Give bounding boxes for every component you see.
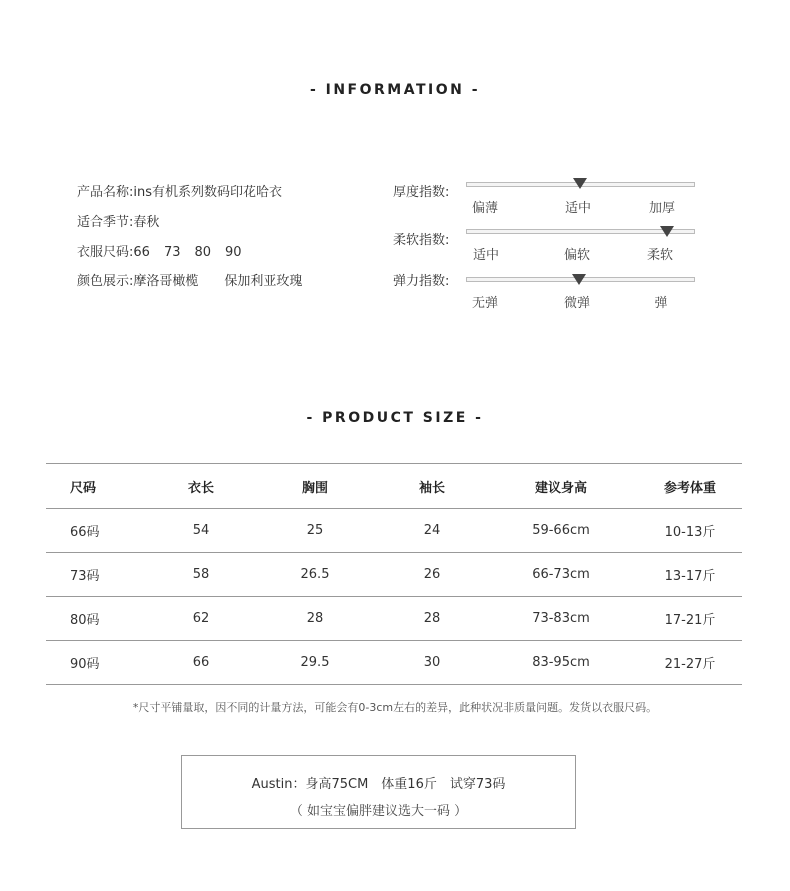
colors-label: 颜色展示:: [77, 274, 134, 289]
cell-sleeve: 28: [380, 597, 484, 641]
product-name-label: 产品名称:: [77, 185, 134, 200]
table-row: [46, 509, 742, 553]
cell-size: 73码: [46, 553, 152, 597]
size-value: 73: [163, 245, 181, 260]
cell-height: 73-83cm: [484, 597, 638, 641]
color-value: 摩洛哥橄榄: [133, 274, 199, 289]
sizes-row: [77, 241, 256, 260]
cell-length: 54: [152, 509, 250, 553]
thickness-index-label: 厚度指数:: [393, 185, 450, 200]
product-name-row: [77, 181, 282, 200]
header-size: 尺码: [46, 464, 152, 509]
thickness-option: 偏薄: [471, 201, 499, 216]
color-value: 保加利亚玫瑰: [224, 274, 303, 289]
elasticity-marker-icon: [572, 274, 586, 285]
cell-chest: 29.5: [250, 641, 380, 685]
size-value: 80: [194, 245, 212, 260]
model-info-line: Austin：身高75CM 体重16斤 试穿73码: [251, 777, 506, 792]
information-title: - INFORMATION -: [309, 82, 481, 98]
model-advice-line: （ 如宝宝偏胖建议选大一码 ）: [289, 804, 468, 819]
header-weight: 参考体重: [638, 464, 742, 509]
size-value: 66: [133, 245, 150, 260]
header-length: 衣长: [152, 464, 250, 509]
cell-weight: 21-27斤: [638, 641, 742, 685]
sizes-label: 衣服尺码:: [77, 245, 134, 260]
softness-marker-icon: [660, 226, 674, 237]
cell-size: 90码: [46, 641, 152, 685]
size-table: [46, 463, 742, 685]
table-row: [46, 641, 742, 685]
table-row: [46, 597, 742, 641]
cell-size: 80码: [46, 597, 152, 641]
table-row: [46, 553, 742, 597]
elasticity-index-label: 弹力指数:: [393, 274, 450, 289]
cell-height: 59-66cm: [484, 509, 638, 553]
softness-option: 柔软: [646, 248, 674, 263]
model-info-box: [181, 755, 576, 829]
cell-sleeve: 30: [380, 641, 484, 685]
thickness-option: 加厚: [648, 201, 676, 216]
cell-height: 83-95cm: [484, 641, 638, 685]
cell-weight: 17-21斤: [638, 597, 742, 641]
thickness-marker-icon: [573, 178, 587, 189]
cell-chest: 25: [250, 509, 380, 553]
season-label: 适合季节:: [77, 215, 134, 230]
size-value: 90: [225, 245, 242, 260]
thickness-option: 适中: [564, 201, 592, 216]
cell-length: 62: [152, 597, 250, 641]
cell-height: 66-73cm: [484, 553, 638, 597]
cell-sleeve: 26: [380, 553, 484, 597]
cell-sleeve: 24: [380, 509, 484, 553]
size-table-header: [46, 464, 742, 509]
measurement-note: *尺寸平铺量取，因不同的计量方法，可能会有0-3cm左右的差异，此种状况非质量问题。发货以衣服尺码。: [132, 701, 658, 714]
cell-length: 66: [152, 641, 250, 685]
product-size-title: - PRODUCT SIZE -: [306, 410, 484, 426]
cell-chest: 26.5: [250, 553, 380, 597]
elasticity-option: 微弹: [563, 296, 591, 311]
header-height: 建议身高: [484, 464, 638, 509]
elasticity-option: 无弹: [471, 296, 499, 311]
elasticity-option: 弹: [654, 296, 668, 311]
cell-weight: 13-17斤: [638, 553, 742, 597]
softness-option: 适中: [472, 248, 500, 263]
cell-weight: 10-13斤: [638, 509, 742, 553]
softness-index-label: 柔软指数:: [393, 233, 450, 248]
season-value: 春秋: [133, 215, 160, 230]
header-chest: 胸围: [250, 464, 380, 509]
cell-length: 58: [152, 553, 250, 597]
product-name-value: ins有机系列数码印花哈衣: [133, 185, 283, 200]
cell-size: 66码: [46, 509, 152, 553]
header-sleeve: 袖长: [380, 464, 484, 509]
softness-option: 偏软: [563, 248, 591, 263]
season-row: [77, 211, 159, 230]
colors-row: [77, 270, 302, 289]
cell-chest: 28: [250, 597, 380, 641]
